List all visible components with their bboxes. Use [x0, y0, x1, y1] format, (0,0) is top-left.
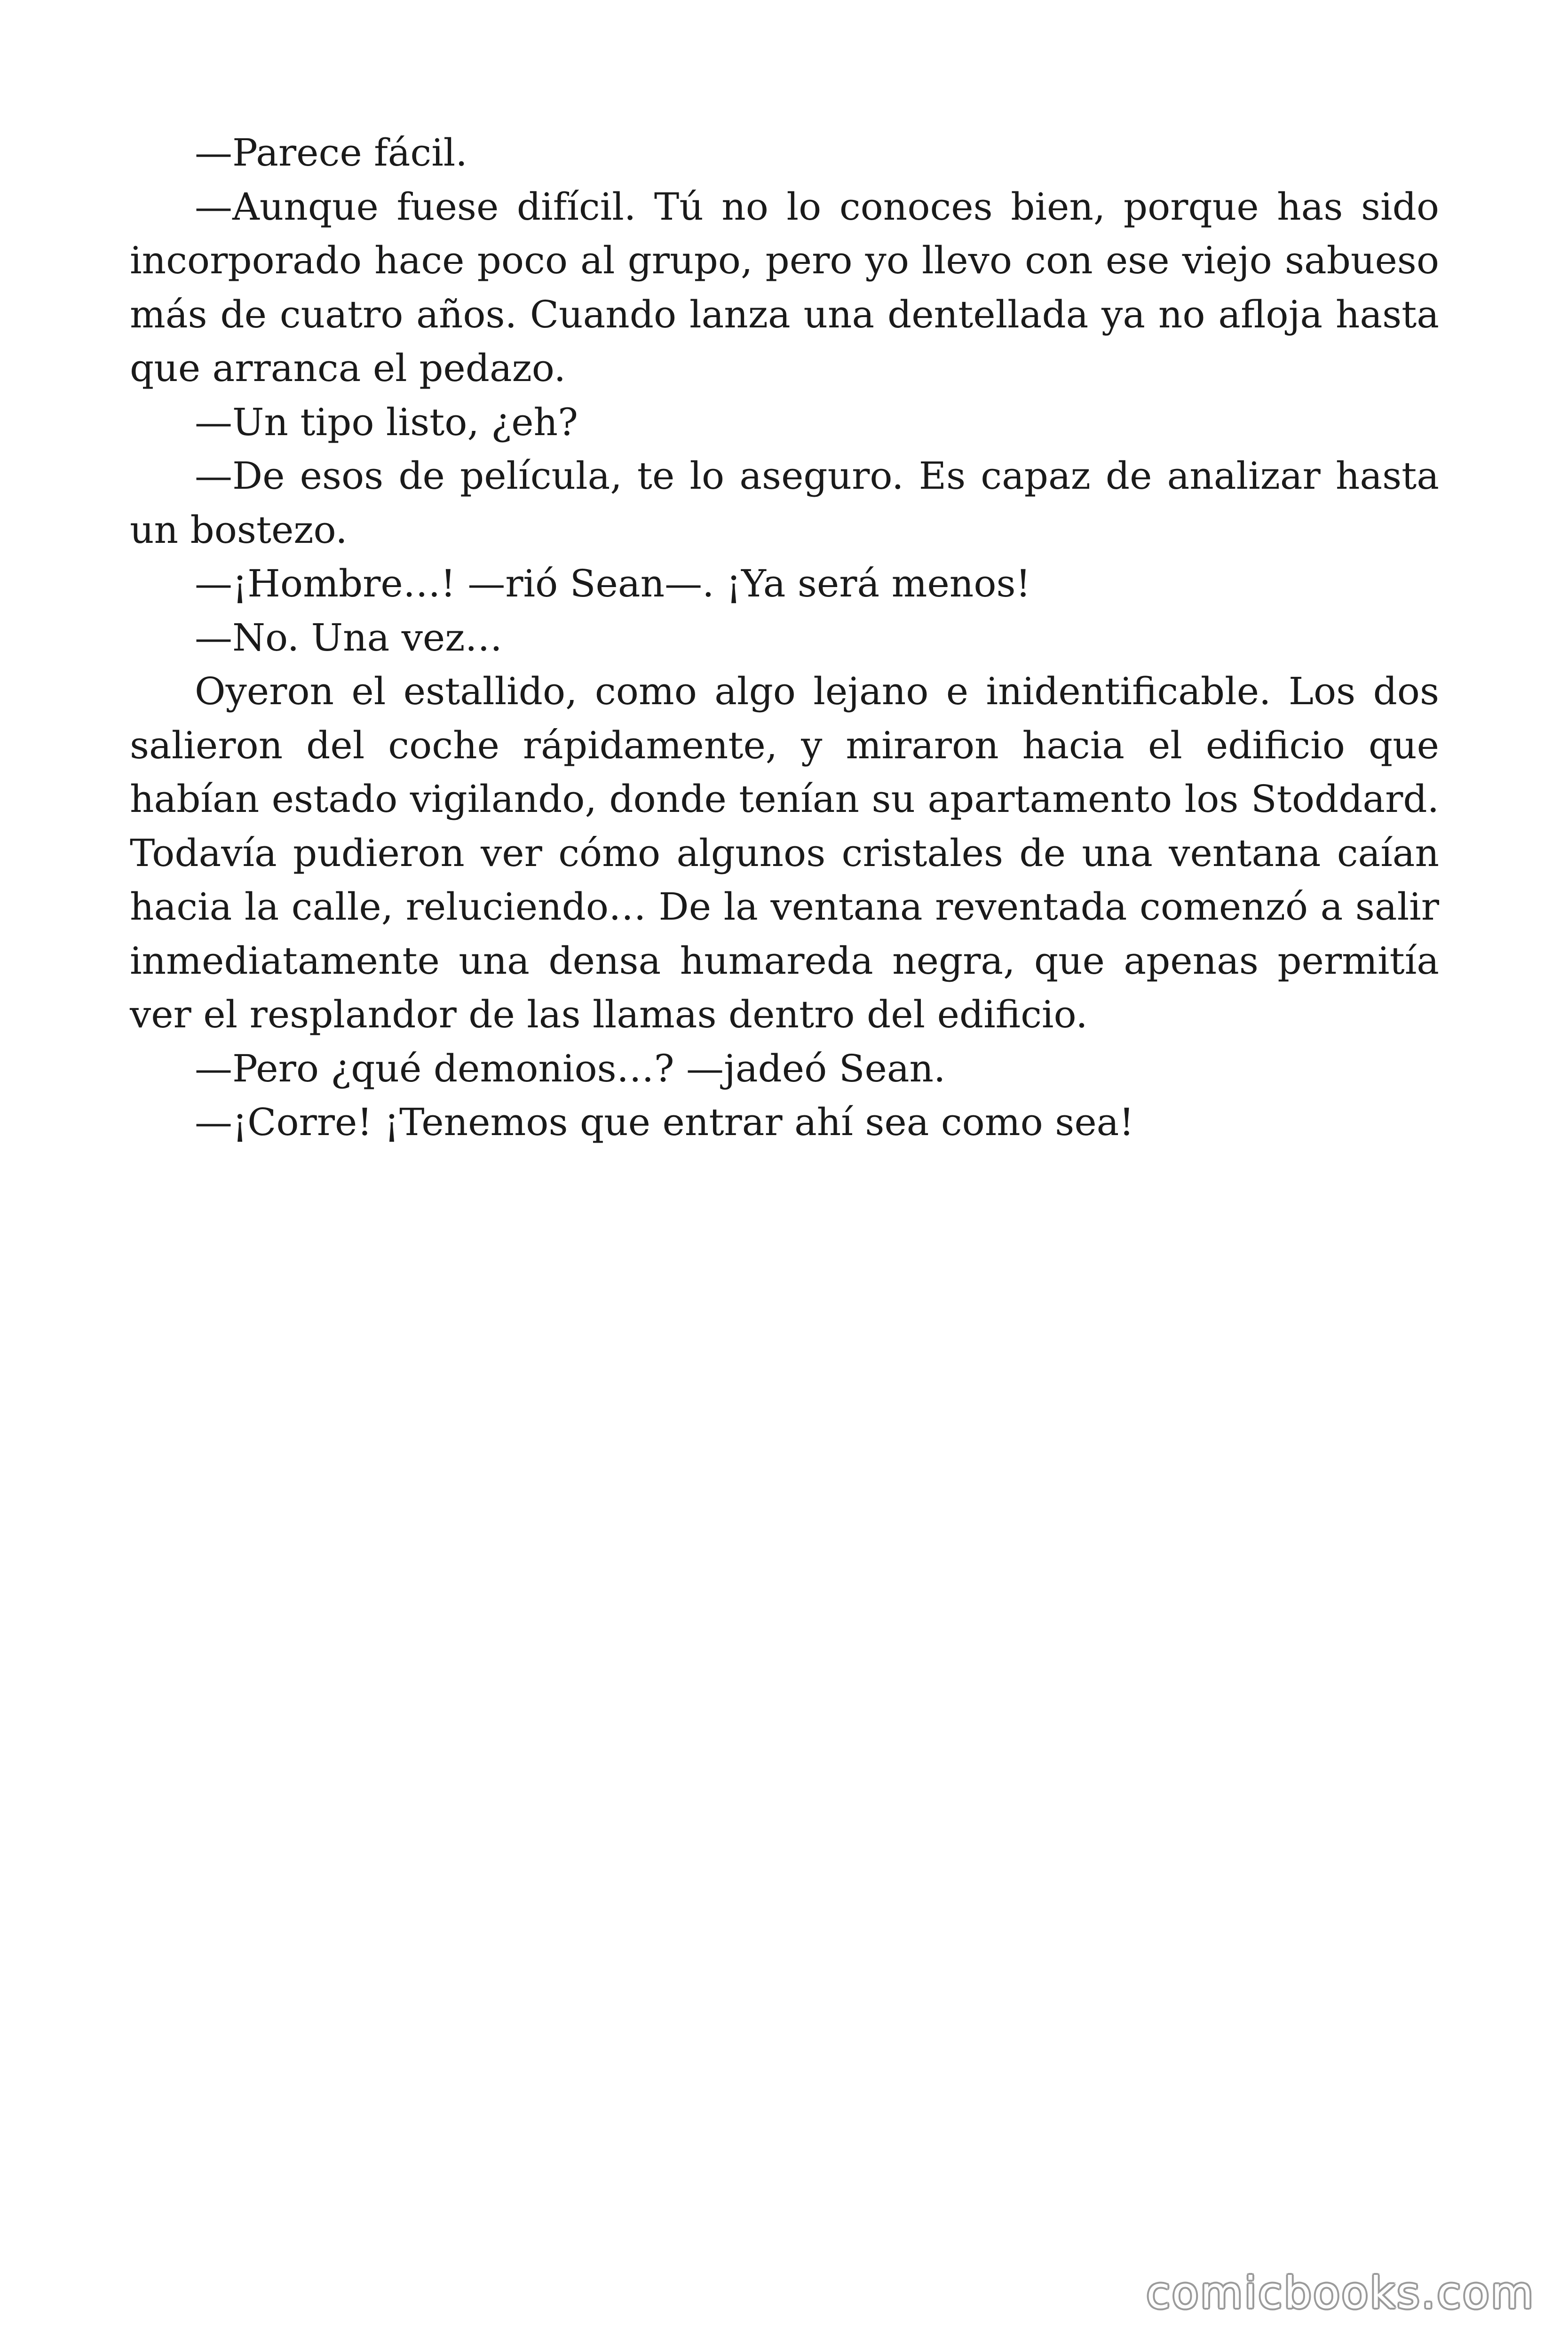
paragraph-2: —Aunque fuese difícil. Tú no lo conoces bien, porque has sido incorporado hace poco al grupo, pero yo llevo con ese viejo sabueso más de cuatro años. Cuando lanza una dentellada ya no afloja hasta que arranca el pedazo.: [130, 184, 1439, 390]
paragraph-7: Oyeron el estallido, como algo lejano e inidentificable. Los dos salieron del coche rápidamente, y miraron hacia el edificio que habían estado vigilando, donde tenían su apartamento los Stoddard. Todavía pudieron ver cómo algunos cristales de una ventana caían hacia la calle, reluciendo… De la ventana reventada comenzó a salir inmediatamente una densa humareda negra, que apenas permitía ver el resplandor de las llamas dentro del edificio.: [130, 669, 1439, 1036]
paragraph-3: —Un tipo listo, ¿eh?: [195, 400, 578, 444]
body-text: [130, 126, 1439, 1150]
paragraph-8: —Pero ¿qué demonios…? —jadeó Sean.: [195, 1046, 946, 1090]
paragraph-1: —Parece fácil.: [195, 131, 467, 175]
watermark: comicbooks.com: [1146, 2268, 1535, 2318]
paragraph-9: —¡Corre! ¡Tenemos que entrar ahí sea como sea!: [195, 1100, 1134, 1144]
paragraph-5: —¡Hombre…! —rió Sean—. ¡Ya será menos!: [195, 562, 1031, 605]
paragraph-4: —De esos de película, te lo aseguro. Es capaz de analizar hasta un bostezo.: [130, 454, 1439, 552]
paragraph-6: —No. Una vez…: [195, 615, 503, 660]
